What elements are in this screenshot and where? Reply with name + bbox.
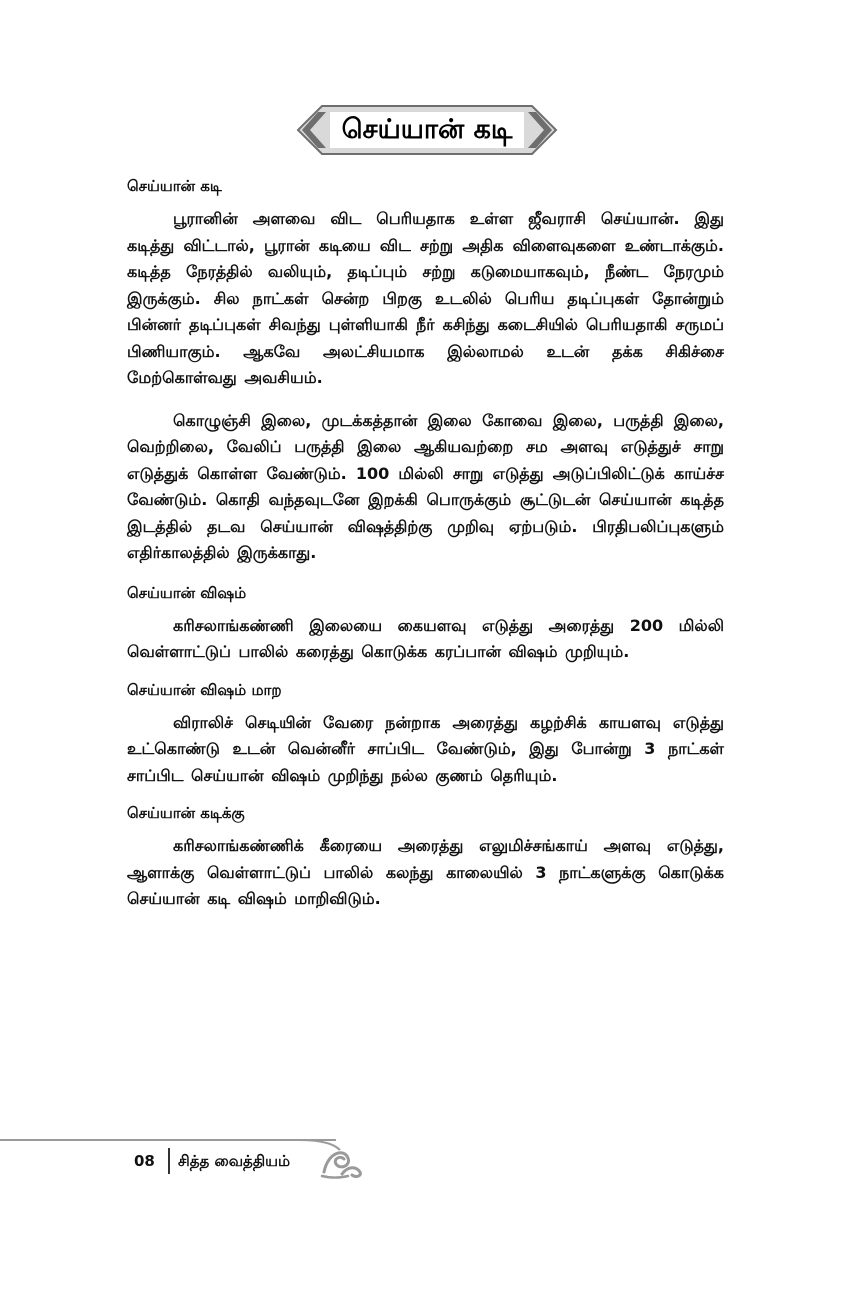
book-title: சித்த வைத்தியம் — [178, 1152, 291, 1170]
paragraph: பூரானின் அளவை விட பெரியதாக உள்ள ஜீவராசி செய்யான். இது கடித்து விட்டால், பூரான் கடியை விட சற்று அதிக விளைவுகளை உண்டாக்கும். கடித்த நேரத்தில் வலியும், தடிப்பும் சற்று கடுமையாகவும், நீண்ட நேரமும் இருக்கும். சில நாட்கள் சென்ற பிறகு உடலில் பெரிய தடிப்புகள் தோன்றும் பின்னர் தடிப்புகள் சிவந்து புள்ளியாகி நீர் கசிந்து கடைசியில் பெரியதாகி சருமப் பிணியாகும். ஆகவே அலட்சியமாக இல்லாமல் உடன் தக்க சிகிச்சை மேற்கொள்வது அவசியம். — [127, 209, 724, 387]
paragraph: கரிசலாங்கண்ணி இலையை கையளவு எடுத்து அரைத்து 200 மில்லி வெள்ளாட்டுப் பாலில் கரைத்து கொடுக்க கரப்பான் விஷம் முறியும். — [127, 615, 724, 661]
paragraph: விராலிச் செடியின் வேரை நன்றாக அரைத்து கழற்சிக் காயளவு எடுத்து உட்கொண்டு உடன் வென்னீர் சாப்பிட வேண்டும், இது போன்று 3 நாட்கள் சாப்பிட செய்யான் விஷம் முறிந்து நல்ல குணம் தெரியும். — [127, 712, 724, 785]
article-body — [127, 172, 724, 913]
footer-separator — [168, 1148, 170, 1174]
page-title: செய்யான் கடி — [341, 114, 513, 145]
section-heading: செய்யான் கடி — [127, 177, 222, 195]
section-heading: செய்யான் விஷம் மாற — [127, 680, 282, 699]
section-heading: செய்யான் கடிக்கு — [127, 804, 245, 822]
footer-curve-icon — [0, 1136, 352, 1152]
paragraph: கொழுஞ்சி இலை, முடக்கத்தான் இலை கோவை இலை, பருத்தி இலை, வெற்றிலை, வேலிப் பருத்தி இலை ஆகியவற்றை சம அளவு எடுத்துச் சாறு எடுத்துக் கொள்ள வேண்டும். 100 மில்லி சாறு எடுத்து அடுப்பிலிட்டுக் காய்ச்ச வேண்டும். கொதி வந்தவுடனே இறக்கி பொருக்கும் சூட்டுடன் செய்யான் கடித்த இடத்தில் தடவ செய்யான் விஷத்திற்கு முறிவு ஏற்படும். பிரதிபலிப்புகளும் எதிர்காலத்தில் இருக்காது. — [127, 410, 724, 562]
swirl-ornament-icon — [318, 1142, 364, 1180]
paragraph: கரிசலாங்கண்ணிக் கீரையை அரைத்து எலுமிச்சங்காய் அளவு எடுத்து, ஆளாக்கு வெள்ளாட்டுப் பாலில் கலந்து காலையில் 3 நாட்களுக்கு கொடுக்க செய்யான் கடி விஷம் மாறிவிடும். — [127, 836, 724, 908]
section-heading: செய்யான் விஷம் — [127, 583, 247, 602]
title-banner — [296, 104, 558, 156]
page-number: 08 — [134, 1152, 155, 1170]
